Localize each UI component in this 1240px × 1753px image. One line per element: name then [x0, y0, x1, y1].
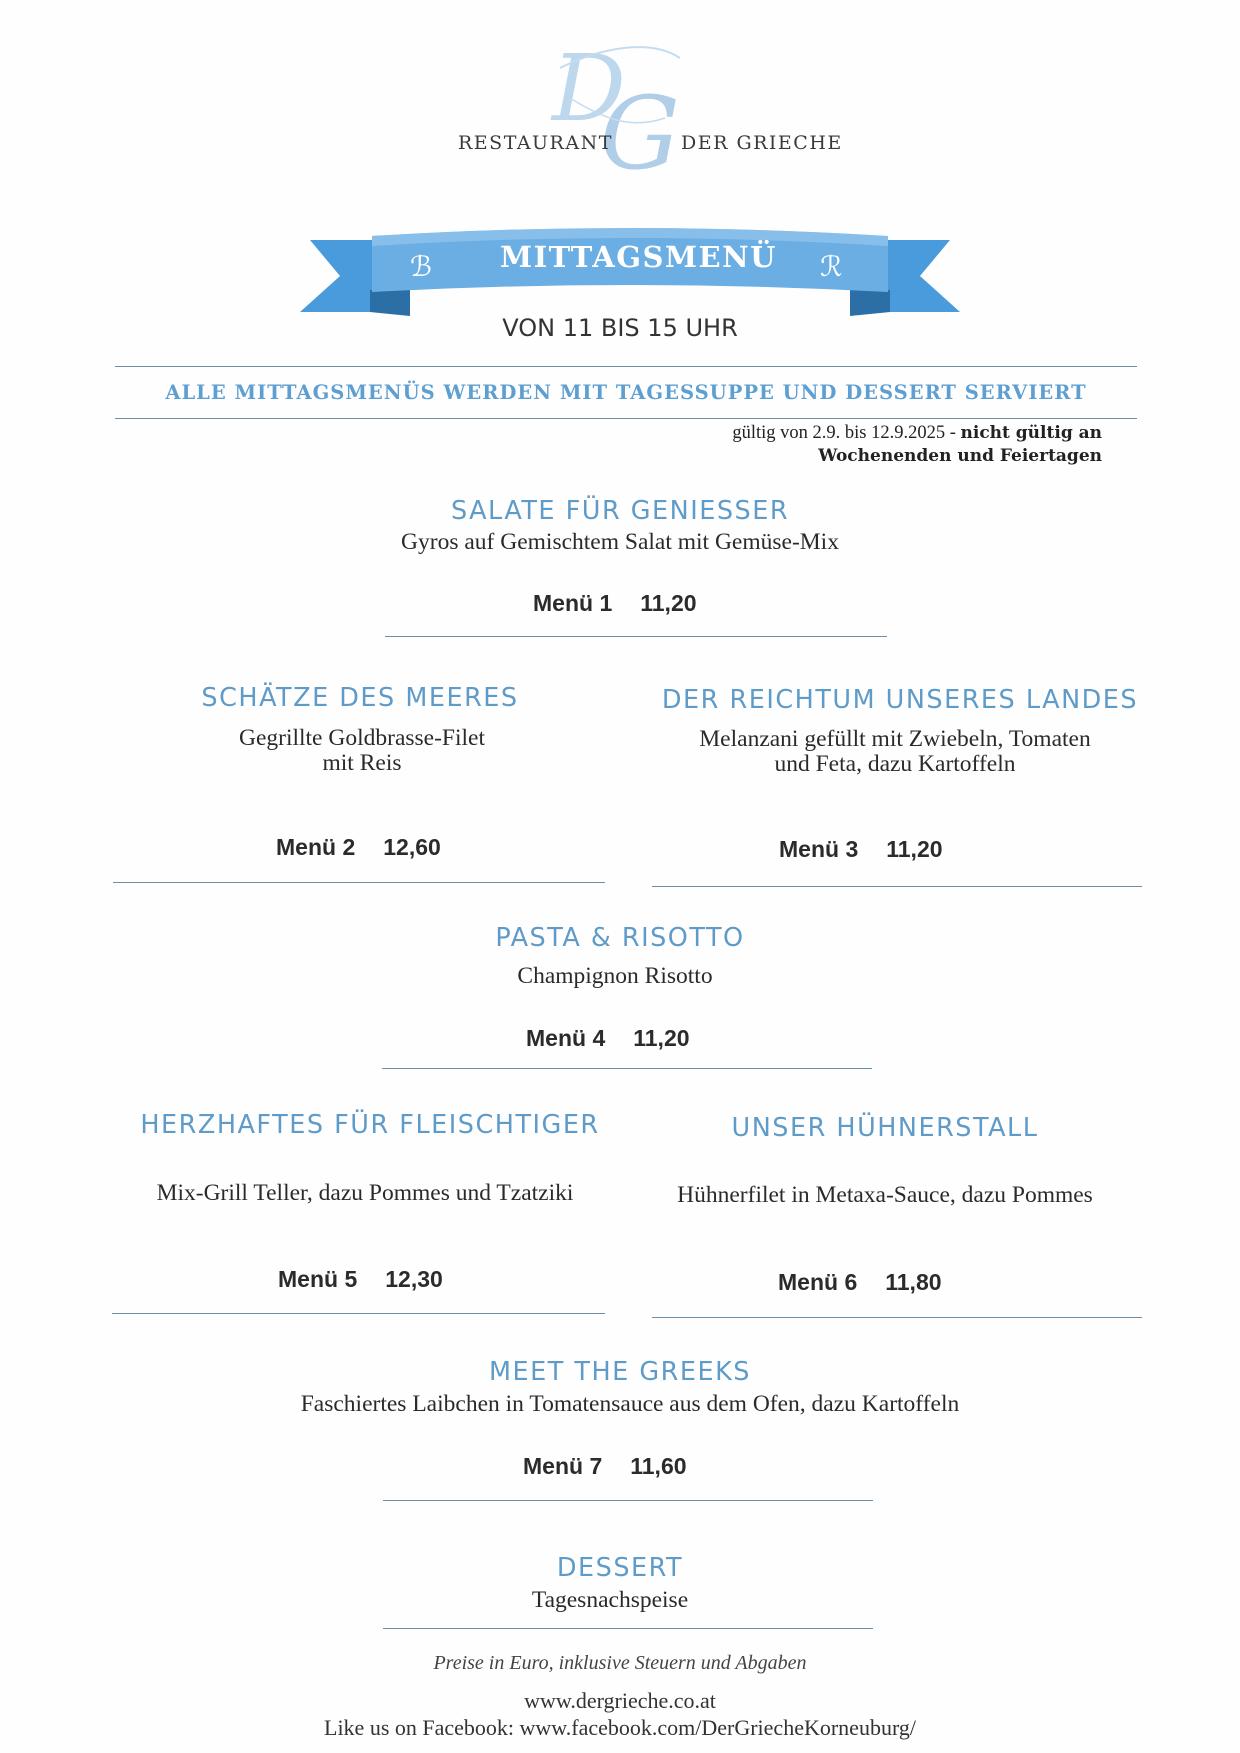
desc-line: Gegrillte Goldbrasse-Filet — [238, 725, 486, 751]
validity-dates: gültig von 2.9. bis 12.9.2025 - — [732, 423, 961, 443]
logo-letter-g: G — [600, 75, 680, 188]
divider-meeres — [113, 882, 605, 883]
section-desc-huehner: Hühnerfilet in Metaxa-Sauce, dazu Pommes — [677, 1182, 1093, 1208]
section-desc-dessert: Tagesnachspeise — [531, 1587, 689, 1613]
divider-greeks — [383, 1500, 873, 1501]
section-title-greeks: MEET THE GREEKS — [489, 1357, 751, 1387]
section-desc-landes — [635, 727, 1155, 777]
menu-price: 11,20 — [633, 1025, 690, 1051]
lunch-menu-title: MITTAGSMENÜ — [500, 240, 777, 274]
section-desc-herzhaft: Mix-Grill Teller, dazu Pommes und Tzatziki — [156, 1180, 574, 1206]
menu-price-line-4 — [526, 1025, 690, 1052]
menu-number: Menü 7 — [523, 1453, 603, 1479]
section-desc-salate: Gyros auf Gemischtem Salat mit Gemüse-Mix — [401, 529, 839, 555]
validity-exclusion-2: Wochenenden und Feiertagen — [818, 446, 1102, 466]
section-title-dessert: DESSERT — [556, 1553, 684, 1583]
menu-number: Menü 2 — [276, 834, 356, 860]
ornament-right-icon: ℛ — [820, 250, 843, 283]
website-link[interactable]: www.dergrieche.co.at — [524, 1688, 716, 1713]
section-title-pasta: PASTA & RISOTTO — [495, 923, 745, 953]
validity-note — [640, 422, 1102, 468]
menu-price-line-5 — [278, 1266, 443, 1293]
menu-price-line-2 — [276, 834, 441, 861]
menu-price: 12,60 — [383, 834, 441, 860]
menu-price-line-1 — [533, 590, 697, 617]
restaurant-logo — [540, 28, 700, 188]
section-title-salate: SALATE FÜR GENIESSER — [450, 496, 790, 526]
section-desc-meeres — [160, 726, 564, 776]
divider-pasta — [382, 1068, 872, 1069]
section-title-huehner: UNSER HÜHNERSTALL — [731, 1113, 1039, 1143]
brand-restaurant: RESTAURANT — [458, 132, 613, 154]
menu-number: Menü 1 — [533, 590, 613, 616]
price-note: Preise in Euro, inklusive Steuern und Abgaben — [433, 1652, 807, 1674]
desc-line: mit Reis — [322, 750, 402, 776]
menu-number: Menü 4 — [526, 1025, 606, 1051]
menu-price-line-6 — [778, 1269, 942, 1296]
divider-huehner — [652, 1317, 1142, 1318]
facebook-link[interactable]: Like us on Facebook: www.facebook.com/DerGriecheKorneuburg/ — [324, 1715, 916, 1740]
divider-salate — [385, 636, 887, 637]
band-rule-bottom — [115, 418, 1137, 419]
menu-number: Menü 6 — [778, 1269, 858, 1295]
desc-line: und Feta, dazu Kartoffeln — [774, 751, 1016, 777]
brand-der-grieche: DER GRIECHE — [681, 132, 843, 154]
logo-letter-d: D — [552, 35, 626, 142]
opening-hours: VON 11 BIS 15 UHR — [502, 314, 738, 342]
menu-number: Menü 3 — [779, 836, 859, 862]
menu-price-line-3 — [779, 836, 943, 863]
menu-number: Menü 5 — [278, 1266, 358, 1292]
desc-line: Melanzani gefüllt mit Zwiebeln, Tomaten — [699, 726, 1091, 752]
section-desc-greeks: Faschiertes Laibchen in Tomatensauce aus dem Ofen, dazu Kartoffeln — [300, 1391, 960, 1417]
divider-dessert — [383, 1628, 873, 1629]
menu-price: 11,20 — [640, 590, 697, 616]
ornament-left-icon: ℬ — [410, 250, 433, 283]
menu-price: 11,80 — [885, 1269, 942, 1295]
menu-price-line-7 — [523, 1453, 687, 1480]
section-title-landes: DER REICHTUM UNSERES LANDES — [661, 685, 1139, 715]
section-title-herzhaft: HERZHAFTES FÜR FLEISCHTIGER — [140, 1110, 600, 1140]
section-desc-pasta: Champignon Risotto — [517, 963, 713, 989]
info-band-text: ALLE MITTAGSMENÜS WERDEN MIT TAGESSUPPE UND DESSERT SERVIERT — [165, 381, 1087, 404]
menu-price: 12,30 — [385, 1266, 443, 1292]
menu-price: 11,20 — [886, 836, 943, 862]
menu-price: 11,60 — [630, 1453, 687, 1479]
band-rule-top — [115, 366, 1137, 367]
divider-landes — [652, 886, 1142, 887]
divider-herzhaft — [112, 1313, 605, 1314]
validity-exclusion-1: nicht gültig an — [960, 423, 1102, 443]
section-title-meeres: SCHÄTZE DES MEERES — [201, 683, 519, 713]
